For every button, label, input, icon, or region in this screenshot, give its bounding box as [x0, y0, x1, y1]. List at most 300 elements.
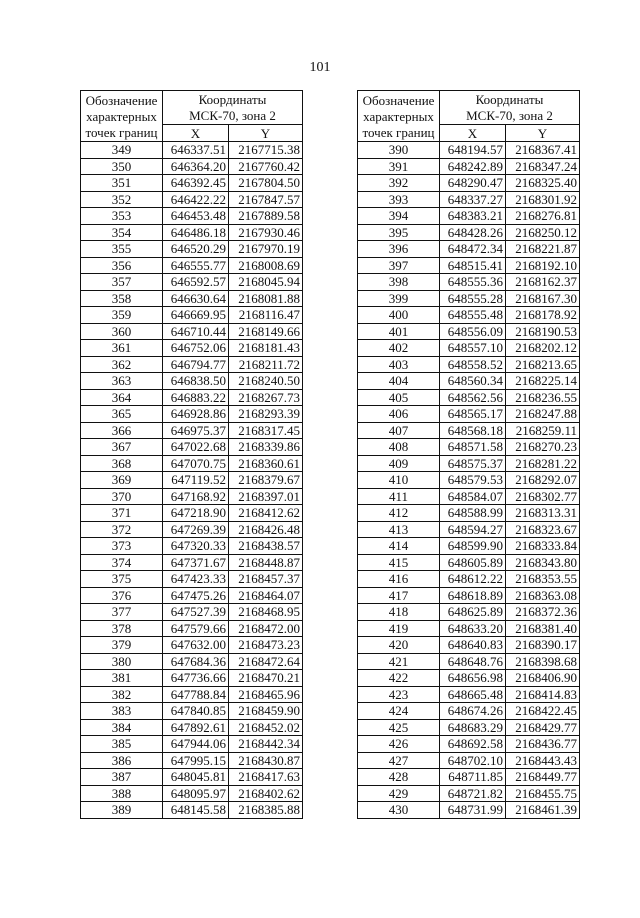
table-row: [358, 653, 580, 670]
y-coordinate-cell: 2168270.23: [506, 439, 580, 456]
point-id-cell: 379: [81, 637, 163, 654]
y-coordinate-cell: 2168367.41: [506, 142, 580, 159]
x-coordinate-cell: 646752.06: [163, 340, 229, 357]
point-id-cell: 394: [358, 208, 440, 225]
table-row: [81, 175, 303, 192]
table-row: [358, 472, 580, 489]
table-row: [81, 505, 303, 522]
point-id-cell: 391: [358, 158, 440, 175]
table-row: [358, 719, 580, 736]
table-row: [358, 521, 580, 538]
table-row: [81, 208, 303, 225]
point-id-cell: 373: [81, 538, 163, 555]
point-id-cell: 367: [81, 439, 163, 456]
y-coordinate-cell: 2168397.01: [229, 488, 303, 505]
coords-label-header: [163, 91, 303, 125]
point-id-cell: 365: [81, 406, 163, 423]
table-row: [81, 340, 303, 357]
y-coordinate-cell: 2168464.07: [229, 587, 303, 604]
table-row: [81, 653, 303, 670]
table-row: [81, 752, 303, 769]
table-row: [81, 224, 303, 241]
x-coordinate-cell: 646669.95: [163, 307, 229, 324]
point-id-cell: 415: [358, 554, 440, 571]
point-id-cell: 353: [81, 208, 163, 225]
y-coordinate-cell: 2168333.84: [506, 538, 580, 555]
x-coordinate-cell: 648721.82: [440, 785, 506, 802]
point-id-cell: 387: [81, 769, 163, 786]
x-coordinate-cell: 647423.33: [163, 571, 229, 588]
point-id-cell: 412: [358, 505, 440, 522]
x-coordinate-cell: 646592.57: [163, 274, 229, 291]
point-id-cell: 357: [81, 274, 163, 291]
x-coordinate-cell: 648555.28: [440, 290, 506, 307]
y-coordinate-cell: 2168181.43: [229, 340, 303, 357]
point-id-cell: 359: [81, 307, 163, 324]
table-row: [81, 191, 303, 208]
point-id-cell: 386: [81, 752, 163, 769]
table-row: [358, 455, 580, 472]
point-id-cell: 371: [81, 505, 163, 522]
table-row: [81, 307, 303, 324]
x-coordinate-cell: 647632.00: [163, 637, 229, 654]
table-row: [358, 158, 580, 175]
table-row: [81, 373, 303, 390]
table-row: [81, 323, 303, 340]
x-coordinate-cell: 648242.89: [440, 158, 506, 175]
point-id-cell: 424: [358, 703, 440, 720]
y-coordinate-cell: 2168167.30: [506, 290, 580, 307]
y-coordinate-cell: 2168116.47: [229, 307, 303, 324]
y-coordinate-cell: 2168259.11: [506, 422, 580, 439]
x-coordinate-cell: 648731.99: [440, 802, 506, 819]
x-coordinate-cell: 648571.58: [440, 439, 506, 456]
y-header: Y: [229, 125, 303, 142]
point-id-cell: 420: [358, 637, 440, 654]
x-coordinate-cell: 648625.89: [440, 604, 506, 621]
point-label-line: точек границ: [85, 125, 158, 140]
table-row: [358, 752, 580, 769]
point-id-cell: 390: [358, 142, 440, 159]
x-coordinate-cell: 647168.92: [163, 488, 229, 505]
y-coordinate-cell: 2168276.81: [506, 208, 580, 225]
x-coordinate-cell: 648648.76: [440, 653, 506, 670]
x-coordinate-cell: 647070.75: [163, 455, 229, 472]
y-coordinate-cell: 2168385.88: [229, 802, 303, 819]
x-coordinate-cell: 648575.37: [440, 455, 506, 472]
point-id-cell: 350: [81, 158, 163, 175]
x-coordinate-cell: 646364.20: [163, 158, 229, 175]
table-row: [81, 587, 303, 604]
point-id-cell: 422: [358, 670, 440, 687]
x-coordinate-cell: 646486.18: [163, 224, 229, 241]
y-coordinate-cell: 2168202.12: [506, 340, 580, 357]
x-coordinate-cell: 648045.81: [163, 769, 229, 786]
point-id-cell: 374: [81, 554, 163, 571]
table-row: [358, 637, 580, 654]
point-id-cell: 385: [81, 736, 163, 753]
x-coordinate-cell: 648599.90: [440, 538, 506, 555]
x-coordinate-cell: 648383.21: [440, 208, 506, 225]
y-coordinate-cell: 2167889.58: [229, 208, 303, 225]
point-id-cell: 403: [358, 356, 440, 373]
point-label-header: [358, 91, 440, 142]
point-id-cell: 380: [81, 653, 163, 670]
coords-label-header: [440, 91, 580, 125]
point-label-header: [81, 91, 163, 142]
point-id-cell: 355: [81, 241, 163, 258]
x-coordinate-cell: 648692.58: [440, 736, 506, 753]
point-id-cell: 397: [358, 257, 440, 274]
point-label-line: характерных: [363, 109, 434, 124]
point-id-cell: 389: [81, 802, 163, 819]
y-coordinate-cell: 2168443.43: [506, 752, 580, 769]
point-id-cell: 358: [81, 290, 163, 307]
x-coordinate-cell: 647995.15: [163, 752, 229, 769]
point-id-cell: 364: [81, 389, 163, 406]
table-row: [358, 208, 580, 225]
x-coordinate-cell: 648656.98: [440, 670, 506, 687]
table-row: [81, 521, 303, 538]
x-coordinate-cell: 646928.86: [163, 406, 229, 423]
x-coordinate-cell: 646453.48: [163, 208, 229, 225]
y-coordinate-cell: 2168372.36: [506, 604, 580, 621]
point-label-line: Обозначение: [85, 93, 158, 108]
x-coordinate-cell: 647579.66: [163, 620, 229, 637]
y-coordinate-cell: 2167804.50: [229, 175, 303, 192]
y-coordinate-cell: 2168398.68: [506, 653, 580, 670]
table-row: [81, 422, 303, 439]
table-row: [81, 736, 303, 753]
y-coordinate-cell: 2168472.64: [229, 653, 303, 670]
y-coordinate-cell: 2168379.67: [229, 472, 303, 489]
point-id-cell: 392: [358, 175, 440, 192]
y-coordinate-cell: 2168325.40: [506, 175, 580, 192]
x-coordinate-cell: 647736.66: [163, 670, 229, 687]
x-coordinate-cell: 647892.61: [163, 719, 229, 736]
x-coordinate-cell: 648568.18: [440, 422, 506, 439]
y-coordinate-cell: 2168459.90: [229, 703, 303, 720]
x-coordinate-cell: 646883.22: [163, 389, 229, 406]
table-row: [81, 769, 303, 786]
y-coordinate-cell: 2168045.94: [229, 274, 303, 291]
table-row: [358, 785, 580, 802]
point-id-cell: 405: [358, 389, 440, 406]
x-coordinate-cell: 647788.84: [163, 686, 229, 703]
x-coordinate-cell: 646555.77: [163, 257, 229, 274]
point-id-cell: 414: [358, 538, 440, 555]
table-row: [358, 802, 580, 819]
y-coordinate-cell: 2168247.88: [506, 406, 580, 423]
y-coordinate-cell: 2168302.77: [506, 488, 580, 505]
coordinates-table-left: [80, 90, 303, 819]
point-label-line: Обозначение: [362, 93, 435, 108]
table-row: [81, 142, 303, 159]
table-row: [81, 802, 303, 819]
point-id-cell: 402: [358, 340, 440, 357]
y-coordinate-cell: 2168221.87: [506, 241, 580, 258]
y-coordinate-cell: 2168473.23: [229, 637, 303, 654]
y-coordinate-cell: 2168465.96: [229, 686, 303, 703]
point-id-cell: 362: [81, 356, 163, 373]
x-coordinate-cell: 647944.06: [163, 736, 229, 753]
table-row: [358, 554, 580, 571]
table-row: [81, 785, 303, 802]
y-coordinate-cell: 2168149.66: [229, 323, 303, 340]
x-coordinate-cell: 648095.97: [163, 785, 229, 802]
y-coordinate-cell: 2168414.83: [506, 686, 580, 703]
table-row: [81, 686, 303, 703]
table-row: [358, 175, 580, 192]
x-coordinate-cell: 648633.20: [440, 620, 506, 637]
point-id-cell: 349: [81, 142, 163, 159]
y-coordinate-cell: 2168236.55: [506, 389, 580, 406]
x-coordinate-cell: 647269.39: [163, 521, 229, 538]
x-coordinate-cell: 648558.52: [440, 356, 506, 373]
y-coordinate-cell: 2168347.24: [506, 158, 580, 175]
table-row: [358, 703, 580, 720]
table-row: [358, 505, 580, 522]
table-row: [358, 241, 580, 258]
x-coordinate-cell: 646794.77: [163, 356, 229, 373]
table-row: [358, 323, 580, 340]
x-coordinate-cell: 648145.58: [163, 802, 229, 819]
point-id-cell: 409: [358, 455, 440, 472]
y-coordinate-cell: 2168267.73: [229, 389, 303, 406]
table-row: [358, 389, 580, 406]
y-coordinate-cell: 2168360.61: [229, 455, 303, 472]
point-id-cell: 388: [81, 785, 163, 802]
coords-label-line: МСК-70, зона 2: [466, 108, 553, 123]
coords-label-line: Координаты: [475, 92, 544, 107]
table-row: [358, 340, 580, 357]
y-coordinate-cell: 2168412.62: [229, 505, 303, 522]
point-id-cell: 410: [358, 472, 440, 489]
point-id-cell: 419: [358, 620, 440, 637]
x-coordinate-cell: 646337.51: [163, 142, 229, 159]
point-id-cell: 376: [81, 587, 163, 604]
y-coordinate-cell: 2168468.95: [229, 604, 303, 621]
point-id-cell: 363: [81, 373, 163, 390]
y-header: Y: [506, 125, 580, 142]
table-row: [358, 736, 580, 753]
point-id-cell: 421: [358, 653, 440, 670]
y-coordinate-cell: 2168178.92: [506, 307, 580, 324]
y-coordinate-cell: 2168213.65: [506, 356, 580, 373]
table-row: [358, 769, 580, 786]
x-coordinate-cell: 647119.52: [163, 472, 229, 489]
y-coordinate-cell: 2168438.57: [229, 538, 303, 555]
y-coordinate-cell: 2168426.48: [229, 521, 303, 538]
point-id-cell: 396: [358, 241, 440, 258]
point-id-cell: 370: [81, 488, 163, 505]
point-id-cell: 383: [81, 703, 163, 720]
point-id-cell: 356: [81, 257, 163, 274]
table-row: [81, 571, 303, 588]
y-coordinate-cell: 2168008.69: [229, 257, 303, 274]
y-coordinate-cell: 2167930.46: [229, 224, 303, 241]
point-id-cell: 427: [358, 752, 440, 769]
table-row: [81, 257, 303, 274]
table-row: [358, 620, 580, 637]
y-coordinate-cell: 2168323.67: [506, 521, 580, 538]
x-coordinate-cell: 648555.48: [440, 307, 506, 324]
x-coordinate-cell: 648618.89: [440, 587, 506, 604]
y-coordinate-cell: 2168422.45: [506, 703, 580, 720]
y-coordinate-cell: 2168470.21: [229, 670, 303, 687]
x-coordinate-cell: 646630.64: [163, 290, 229, 307]
x-coordinate-cell: 648640.83: [440, 637, 506, 654]
point-id-cell: 372: [81, 521, 163, 538]
point-id-cell: 428: [358, 769, 440, 786]
point-id-cell: 404: [358, 373, 440, 390]
y-coordinate-cell: 2168192.10: [506, 257, 580, 274]
table-row: [81, 604, 303, 621]
table-row: [81, 472, 303, 489]
table-row: [358, 538, 580, 555]
y-coordinate-cell: 2168452.02: [229, 719, 303, 736]
point-id-cell: 398: [358, 274, 440, 291]
y-coordinate-cell: 2168455.75: [506, 785, 580, 802]
y-coordinate-cell: 2168317.45: [229, 422, 303, 439]
x-coordinate-cell: 648194.57: [440, 142, 506, 159]
x-coordinate-cell: 648562.56: [440, 389, 506, 406]
y-coordinate-cell: 2168430.87: [229, 752, 303, 769]
y-coordinate-cell: 2168406.90: [506, 670, 580, 687]
table-row: [358, 686, 580, 703]
y-coordinate-cell: 2168402.62: [229, 785, 303, 802]
x-coordinate-cell: 647022.68: [163, 439, 229, 456]
x-coordinate-cell: 648556.09: [440, 323, 506, 340]
x-coordinate-cell: 646838.50: [163, 373, 229, 390]
x-coordinate-cell: 647527.39: [163, 604, 229, 621]
x-coordinate-cell: 646422.22: [163, 191, 229, 208]
y-coordinate-cell: 2168339.86: [229, 439, 303, 456]
x-coordinate-cell: 646975.37: [163, 422, 229, 439]
point-id-cell: 401: [358, 323, 440, 340]
x-header: X: [440, 125, 506, 142]
point-id-cell: 384: [81, 719, 163, 736]
table-row: [81, 488, 303, 505]
table-row: [81, 670, 303, 687]
x-coordinate-cell: 648594.27: [440, 521, 506, 538]
x-coordinate-cell: 648683.29: [440, 719, 506, 736]
y-coordinate-cell: 2168301.92: [506, 191, 580, 208]
table-row: [358, 356, 580, 373]
table-row: [358, 406, 580, 423]
x-coordinate-cell: 648560.34: [440, 373, 506, 390]
table-row: [358, 373, 580, 390]
y-coordinate-cell: 2168240.50: [229, 373, 303, 390]
y-coordinate-cell: 2168190.53: [506, 323, 580, 340]
table-row: [81, 620, 303, 637]
x-coordinate-cell: 647475.26: [163, 587, 229, 604]
point-id-cell: 430: [358, 802, 440, 819]
y-coordinate-cell: 2168250.12: [506, 224, 580, 241]
point-id-cell: 425: [358, 719, 440, 736]
x-coordinate-cell: 648337.27: [440, 191, 506, 208]
point-id-cell: 407: [358, 422, 440, 439]
point-id-cell: 352: [81, 191, 163, 208]
y-coordinate-cell: 2168448.87: [229, 554, 303, 571]
x-coordinate-cell: 648711.85: [440, 769, 506, 786]
page-number: 101: [309, 60, 331, 75]
point-id-cell: 400: [358, 307, 440, 324]
table-row: [358, 422, 580, 439]
table-row: [358, 488, 580, 505]
y-coordinate-cell: 2168449.77: [506, 769, 580, 786]
table-row: [358, 587, 580, 604]
x-coordinate-cell: 647684.36: [163, 653, 229, 670]
y-coordinate-cell: 2168343.80: [506, 554, 580, 571]
coords-label-line: Координаты: [198, 92, 267, 107]
y-coordinate-cell: 2168292.07: [506, 472, 580, 489]
table-row: [81, 455, 303, 472]
table-row: [81, 439, 303, 456]
point-id-cell: 408: [358, 439, 440, 456]
y-coordinate-cell: 2168313.31: [506, 505, 580, 522]
table-row: [358, 142, 580, 159]
y-coordinate-cell: 2168162.37: [506, 274, 580, 291]
x-coordinate-cell: 648290.47: [440, 175, 506, 192]
x-coordinate-cell: 648555.36: [440, 274, 506, 291]
x-coordinate-cell: 646392.45: [163, 175, 229, 192]
y-coordinate-cell: 2168293.39: [229, 406, 303, 423]
x-coordinate-cell: 648428.26: [440, 224, 506, 241]
point-id-cell: 395: [358, 224, 440, 241]
point-id-cell: 361: [81, 340, 163, 357]
point-id-cell: 377: [81, 604, 163, 621]
coordinates-table-right: [357, 90, 580, 819]
point-id-cell: 416: [358, 571, 440, 588]
table-body: [81, 142, 303, 819]
table-header-row: [81, 91, 303, 125]
x-coordinate-cell: 647218.90: [163, 505, 229, 522]
y-coordinate-cell: 2168363.08: [506, 587, 580, 604]
point-id-cell: 382: [81, 686, 163, 703]
table-row: [358, 307, 580, 324]
table-row: [358, 224, 580, 241]
x-coordinate-cell: 646520.29: [163, 241, 229, 258]
y-coordinate-cell: 2168472.00: [229, 620, 303, 637]
point-id-cell: 351: [81, 175, 163, 192]
x-coordinate-cell: 648588.99: [440, 505, 506, 522]
point-id-cell: 393: [358, 191, 440, 208]
table-row: [358, 290, 580, 307]
y-coordinate-cell: 2167970.19: [229, 241, 303, 258]
y-coordinate-cell: 2167760.42: [229, 158, 303, 175]
y-coordinate-cell: 2168353.55: [506, 571, 580, 588]
table-row: [358, 439, 580, 456]
y-coordinate-cell: 2168081.88: [229, 290, 303, 307]
x-coordinate-cell: 648515.41: [440, 257, 506, 274]
table-row: [81, 290, 303, 307]
point-id-cell: 406: [358, 406, 440, 423]
x-coordinate-cell: 648579.53: [440, 472, 506, 489]
point-id-cell: 378: [81, 620, 163, 637]
x-coordinate-cell: 648557.10: [440, 340, 506, 357]
table-row: [81, 274, 303, 291]
x-coordinate-cell: 648674.26: [440, 703, 506, 720]
x-coordinate-cell: 648584.07: [440, 488, 506, 505]
point-id-cell: 368: [81, 455, 163, 472]
x-coordinate-cell: 646710.44: [163, 323, 229, 340]
table-row: [358, 604, 580, 621]
point-id-cell: 375: [81, 571, 163, 588]
x-header: X: [163, 125, 229, 142]
y-coordinate-cell: 2168429.77: [506, 719, 580, 736]
x-coordinate-cell: 648472.34: [440, 241, 506, 258]
